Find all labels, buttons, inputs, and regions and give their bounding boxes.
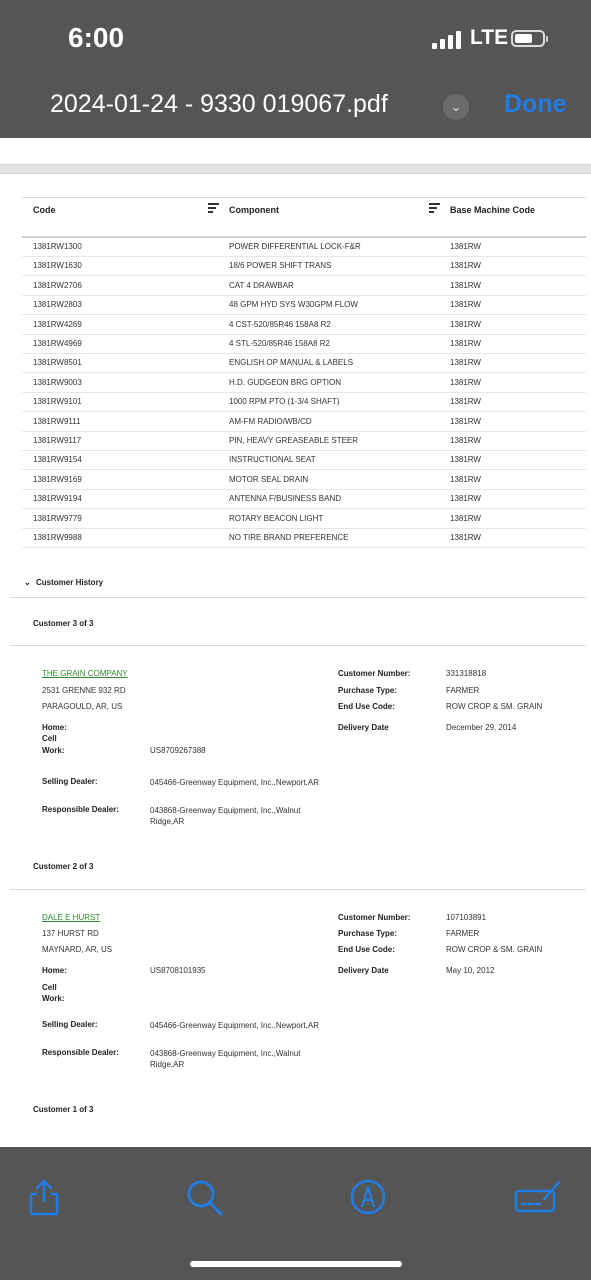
markup-icon[interactable] (348, 1177, 388, 1217)
label-selling-dealer: Selling Dealer: (42, 777, 98, 786)
cell-base: 1381RW (450, 436, 481, 445)
customer-name-link[interactable]: THE GRAIN COMPANY (42, 669, 128, 678)
share-icon[interactable] (24, 1177, 64, 1217)
label-purchase-type: Purchase Type: (338, 929, 397, 938)
customer-number: 331318818 (446, 669, 487, 678)
table-row (22, 489, 586, 509)
cell-base: 1381RW (450, 377, 481, 387)
cell-component: NO TIRE BRAND PREFERENCE (229, 533, 349, 542)
network-label: LTE (470, 26, 509, 49)
cell-base: 1381RW (450, 416, 481, 426)
label-cell: Cell (42, 734, 57, 743)
cell-component: 18/6 POWER SHIFT TRANS (229, 261, 332, 271)
customer-number: 107103891 (446, 913, 487, 922)
cell-base: 1381RW (450, 319, 481, 329)
cell-component: 4 CST-520/85R46 158A8 R2 (229, 319, 331, 329)
responsible-dealer: 043868-Greenway Equipment, Inc.,Walnut Ridge,AR (150, 806, 301, 826)
cell-component: CAT 4 DRAWBAR (229, 280, 294, 290)
cell-component: ANTENNA F/BUSINESS BAND (229, 494, 342, 504)
label-responsible-dealer: Responsible Dealer: (42, 805, 119, 814)
cell-code: 1381RW9988 (33, 533, 82, 542)
label-customer-number: Customer Number: (338, 913, 411, 922)
cell-code: 1381RW4269 (33, 319, 82, 329)
cell-component: 1000 RPM PTO (1-3/4 SHAFT) (229, 397, 340, 407)
signature-icon[interactable] (514, 1177, 562, 1217)
delivery-date: May 10, 2012 (446, 966, 495, 975)
cell-base: 1381RW (450, 474, 481, 484)
cell-component: MOTOR SEAL DRAIN (229, 474, 309, 484)
table-row (22, 256, 586, 276)
purchase-type: FARMER (446, 686, 480, 695)
label-selling-dealer: Selling Dealer: (42, 1020, 98, 1029)
end-use-code: ROW CROP & SM. GRAIN (446, 945, 543, 954)
cell-code: 1381RW9194 (33, 494, 82, 504)
cell-component: INSTRUCTIONAL SEAT (229, 455, 316, 465)
cell-component: ROTARY BEACON LIGHT (229, 513, 324, 523)
search-icon[interactable] (184, 1177, 224, 1217)
cell-base: 1381RW (450, 513, 481, 523)
cell-code: 1381RW8501 (33, 358, 82, 368)
column-header-code[interactable]: Code (33, 205, 56, 215)
cell-component: ENGLISH OP MANUAL & LABELS (229, 358, 354, 368)
table-row (22, 237, 586, 257)
table-row (22, 315, 586, 335)
label-delivery-date: Delivery Date (338, 723, 389, 732)
selling-dealer: 045466-Greenway Equipment, Inc.,Newport,AR (150, 778, 319, 787)
delivery-date: December 29, 2014 (446, 723, 517, 732)
label-delivery-date: Delivery Date (338, 966, 389, 975)
selling-dealer: 045466-Greenway Equipment, Inc.,Newport,AR (150, 1021, 319, 1030)
label-home: Home: (42, 966, 67, 975)
table-row (22, 392, 586, 412)
cell-base: 1381RW (450, 494, 481, 504)
cell-base: 1381RW (450, 242, 481, 251)
label-purchase-type: Purchase Type: (338, 686, 397, 695)
customer-address: 137 HURST RD (42, 929, 99, 938)
cell-component: PIN, HEAVY GREASEABLE STEER (229, 436, 359, 445)
label-responsible-dealer: Responsible Dealer: (42, 1048, 119, 1057)
table-row (22, 412, 586, 432)
label-end-use-code: End Use Code: (338, 702, 395, 711)
responsible-dealer: 043868-Greenway Equipment, Inc.,Walnut Ridge,AR (150, 1049, 301, 1069)
cell-code: 1381RW4969 (33, 339, 82, 348)
customer-city: MAYNARD, AR, US (42, 945, 113, 954)
cell-base: 1381RW (450, 533, 481, 542)
column-header-component[interactable]: Component (229, 205, 279, 215)
label-cell: Cell (42, 983, 57, 992)
cell-component: 4 STL-520/85R46 158A8 R2 (229, 339, 330, 348)
chevron-down-icon[interactable]: ⌄ (443, 94, 469, 120)
cell-component: POWER DIFFERENTIAL LOCK-F&R (229, 242, 361, 251)
cell-base: 1381RW (450, 397, 481, 407)
cell-code: 1381RW9169 (33, 474, 82, 484)
customer-heading: Customer 2 of 3 (33, 862, 94, 871)
table-row (22, 334, 586, 354)
cell-base: 1381RW (450, 358, 481, 368)
table-row (22, 431, 586, 451)
cell-code: 1381RW2706 (33, 280, 82, 290)
cell-code: 1381RW9154 (33, 455, 82, 465)
cell-code: 1381RW2803 (33, 300, 82, 310)
sort-icon[interactable] (208, 203, 219, 212)
cell-base: 1381RW (450, 280, 481, 290)
home-indicator[interactable] (190, 1261, 402, 1267)
clock: 6:00 (68, 22, 125, 53)
label-work: Work: (42, 994, 65, 1003)
cell-code: 1381RW1630 (33, 261, 82, 271)
cell-base: 1381RW (450, 300, 481, 310)
table-row (22, 276, 586, 296)
label-end-use-code: End Use Code: (338, 945, 395, 954)
document-title[interactable]: 2024-01-24 - 9330 019067.pdf (50, 90, 388, 118)
cell-code: 1381RW9779 (33, 513, 82, 523)
customer-heading: Customer 3 of 3 (33, 619, 94, 628)
cell-component: AM-FM RADIO/WB/CD (229, 416, 312, 426)
done-button[interactable]: Done (504, 90, 567, 118)
purchase-type: FARMER (446, 929, 480, 938)
cell-component: 48 GPM HYD SYS W30GPM FLOW (229, 300, 358, 310)
table-row (22, 470, 586, 490)
customer-heading: Customer 1 of 3 (33, 1105, 94, 1114)
cell-code: 1381RW9111 (33, 416, 81, 426)
cell-base: 1381RW (450, 339, 481, 348)
table-row (22, 373, 586, 393)
table-row (22, 509, 586, 529)
cell-component: H.D. GUDGEON BRG OPTION (229, 377, 342, 387)
home-phone: US8708101935 (150, 966, 206, 975)
table-row (22, 295, 586, 315)
cell-code: 1381RW9101 (33, 397, 82, 407)
sort-icon[interactable] (429, 203, 440, 212)
label-work: Work: (42, 746, 65, 755)
table-row (22, 528, 586, 548)
cell-base: 1381RW (450, 261, 481, 271)
table-row (22, 450, 586, 470)
column-header-base-machine-code[interactable]: Base Machine Code (450, 205, 536, 215)
customer-city: PARAGOULD, AR, US (42, 702, 123, 711)
cell-code: 1381RW9003 (33, 377, 82, 387)
customer-address: 2531 GRENNE 932 RD (42, 686, 126, 695)
end-use-code: ROW CROP & SM. GRAIN (446, 702, 543, 711)
section-title[interactable]: Customer History (36, 578, 104, 587)
cell-code: 1381RW9117 (33, 436, 82, 445)
label-home: Home: (42, 723, 67, 732)
table-row (22, 353, 586, 373)
cell-base: 1381RW (450, 455, 481, 465)
work-phone: US8709267388 (150, 746, 206, 755)
chevron-down-icon[interactable]: ⌄ (24, 578, 31, 587)
cell-code: 1381RW1300 (33, 242, 82, 251)
label-customer-number: Customer Number: (338, 669, 411, 678)
customer-name-link[interactable]: DALE E HURST (42, 913, 101, 922)
